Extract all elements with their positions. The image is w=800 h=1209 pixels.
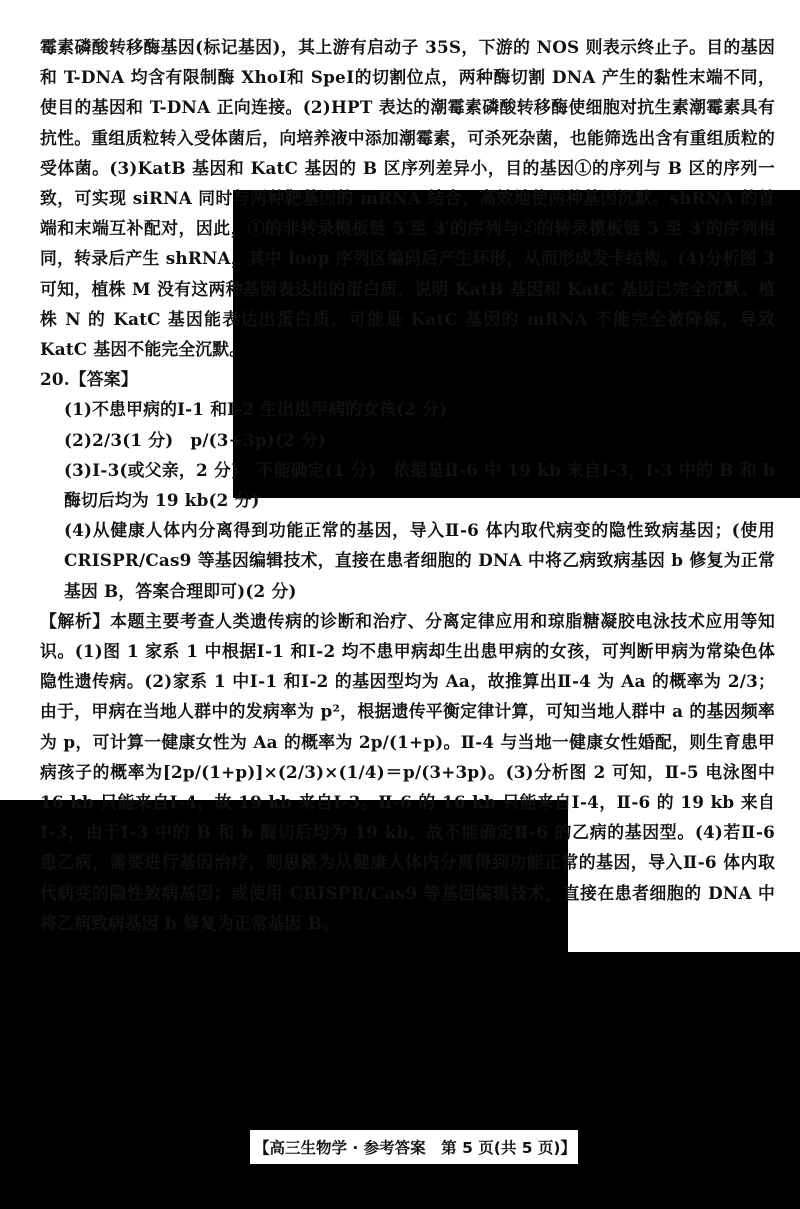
q19-analysis-continued: 霉素磷酸转移酶基因(标记基因)，其上游有启动子 35S，下游的 NOS 则表示终止子。目的基因和 T-DNA 均含有限制酶 XhoⅠ和 SpeⅠ的切割位点，两种酶切割 DNA 产生的黏性末端不同，使目的基因和 T-DNA 正向连接。(2)HPT 表达的潮霉素磷酸转移酶使细胞对抗生素潮霉素具有抗性。重组质粒转入受体菌后，向培养液中添加潮霉素，可杀死杂菌，也能筛选出含有重组质粒的受体菌。(3)KatB 基因和 KatC 基因的 B 区序列差异小，目的基因①的序列与 B 区的序列一致，可实现 siRNA 同时与两种靶基因的 mRNA 结合，高效地使两种基因沉默。shRNA 的首端和末端互补配对，因此，①的非转录模板链 5′至 3′的序列与②的转录模板链 5 至 3′的序列相同，转录后产生 shRNA，其中 loop 序列区编码后产生环形，从而形成发卡结构。(4)分析图 3 可知，植株 M 没有这两种基因表达出的蛋白质，说明 KatB 基因和 KatC 基因已完全沉默。植株 N 的 KatC 基因能表达出蛋白质，可能是 KatC 基因的 mRNA 不能完全被降解，导致 KatC 基因不能完全沉默。 (40, 37, 775, 360)
q20-analysis (40, 606, 775, 938)
q20-answer-2: (2)2/3(1 分) p/(3+3p)(2 分) (64, 429, 327, 450)
document-body (40, 32, 775, 938)
analysis-text: 本题主要考查人类遗传病的诊断和治疗、分离定律应用和琼脂糖凝胶电泳技术应用等知识。(1)图 1 家系 1 中根据Ⅰ-1 和Ⅰ-2 均不患甲病却生出患甲病的女孩，可判断甲病为常染色体隐性遗传病。(2)家系 1 中Ⅰ-1 和Ⅰ-2 的基因型均为 Aa，故推算出Ⅱ-4 为 Aa 的概率为 2/3；由于，甲病在当地人群中的发病率为 p²，根据遗传平衡定律计算，可知当地人群中 a 的基因频率为 p，可计算一健康女性为 Aa 的概率为 2p/(1+p)。Ⅱ-4 与当地一健康女性婚配，则生育患甲病孩子的概率为[2p/(1+p)]×(2/3)×(1/4)＝p/(3+3p)。(3)分析图 2 可知，Ⅱ-5 电泳图中 16 kb 只能来自Ⅰ-4，故 19 kb 来自Ⅰ-3。Ⅱ-6 的 16 kb 只能来自Ⅰ-4，Ⅱ-6 的 19 kb 来自Ⅰ-3，由于Ⅰ-3 中的 B 和 b 酶切后均为 19 kb，故不能确定Ⅱ-6 的乙病的基因型。(4)若Ⅱ-6 患乙病，需要进行基因治疗，则思路为从健康人体内分离得到功能正常的基因，导入Ⅱ-6 体内取代病变的隐性致病基因；或使用 CRISPR/Cas9 等基因编辑技术，直接在患者细胞的 DNA 中将乙病致病基因 b 修复为正常基因 B。 (40, 610, 775, 933)
q20-heading: 20.【答案】 (40, 369, 138, 390)
page-footer: 【高三生物学 · 参考答案 第 5 页(共 5 页)】 (250, 1130, 578, 1164)
black-redaction-block-corner (568, 952, 800, 1209)
q20-answer-4: (4)从健康人体内分离得到功能正常的基因，导入Ⅱ-6 体内取代病变的隐性致病基因；(使用 CRISPR/Cas9 等基因编辑技术，直接在患者细胞的 DNA 中将乙病致病基因 b 修复为正常基因 B，答案合理即可)(2 分) (64, 520, 775, 601)
q20-answer-1: (1)不患甲病的Ⅰ-1 和Ⅰ-2 生出患甲病的女孩(2 分) (64, 399, 448, 420)
analysis-label: 【解析】 (40, 610, 111, 631)
q20-answer-3: (3)Ⅰ-3(或父亲，2 分) 不能确定(1 分) 依据是Ⅱ-6 中 19 kb 来自Ⅰ-3，Ⅰ-3 中的 B 和 b 酶切后均为 19 kb(2 分) (64, 459, 775, 511)
